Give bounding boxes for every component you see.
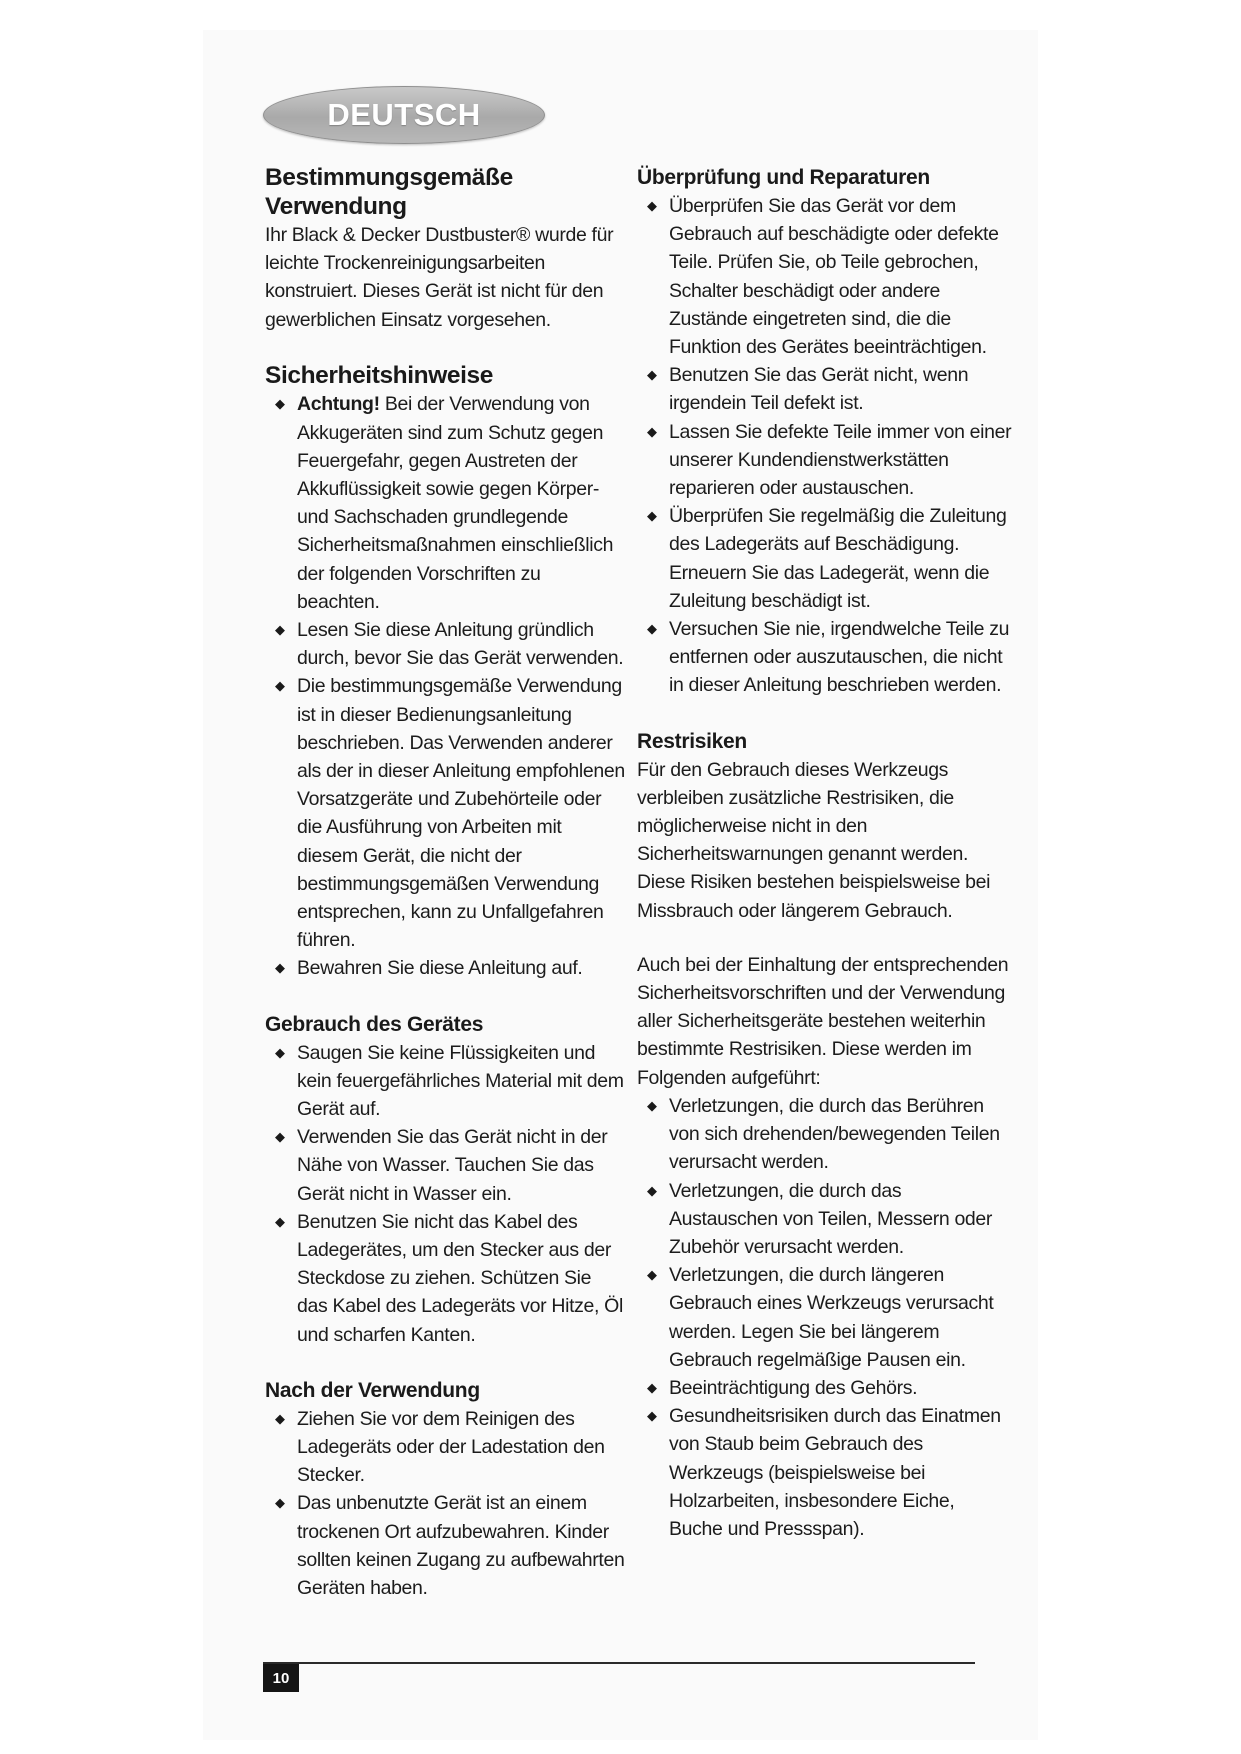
list-item-text: Beeinträchtigung des Gehörs. bbox=[669, 1376, 918, 1399]
list-item-text: Die bestimmungsgemäße Verwendung ist in dieser Bedienungsanleitung beschrieben. Das Verwenden anderer als der in dieser Anleitung empfohlenen Vorsatzgeräte und Zubehörteile oder die Ausführung von Arbeiten mit diesem Gerät, die nicht der bestimmungsgemäßen Verwendung entsprechen, kann zu Unfallgefahren führen. bbox=[297, 675, 625, 952]
list-item-text: Überprüfen Sie das Gerät vor dem Gebrauch auf beschädigte oder defekte Teile. Prüfen Sie, ob Teile gebrochen, Schalter beschädigt oder andere Zustände eingetreten sind, die die Funktion des Gerätes beeinträchtigen. bbox=[669, 195, 999, 359]
diamond-bullet-icon: ◆ bbox=[647, 198, 657, 213]
diamond-bullet-icon: ◆ bbox=[275, 1213, 285, 1229]
intended-use-text: Ihr Black & Decker Dustbuster® wurde für leichte Trockenreinigungsarbeiten konstruiert. Dieses Gerät ist nicht für den gewerblichen Einsatz vorgesehen. bbox=[265, 224, 614, 331]
diamond-bullet-icon: ◆ bbox=[275, 621, 285, 637]
diamond-bullet-icon: ◆ bbox=[275, 1495, 285, 1511]
list-item-text: Saugen Sie keine Flüssigkeiten und kein feuergefährliches Material mit dem Gerät auf. bbox=[297, 1041, 624, 1120]
diamond-bullet-icon: ◆ bbox=[275, 1410, 285, 1426]
list-item-text: Verletzungen, die durch das Berühren von sich drehenden/bewegenden Teilen verursacht werden. bbox=[669, 1094, 1000, 1174]
list-item-text: Gesundheitsrisiken durch das Einatmen von Staub beim Gebrauch des Werkzeugs (beispielsweise bei Holzarbeiten, insbesondere Eiche, Buche und Pressspan). bbox=[669, 1405, 1001, 1540]
list-item bbox=[265, 672, 625, 954]
diamond-bullet-icon: ◆ bbox=[275, 678, 285, 694]
diamond-bullet-icon: ◆ bbox=[647, 1408, 657, 1424]
left-column bbox=[265, 164, 625, 1602]
after-use-section bbox=[265, 1377, 625, 1602]
list-item bbox=[265, 616, 625, 672]
list-item-text: Benutzen Sie das Gerät nicht, wenn irgendein Teil defekt ist. bbox=[669, 364, 969, 415]
diamond-bullet-icon: ◆ bbox=[275, 396, 285, 412]
list-item bbox=[637, 1092, 1012, 1177]
diamond-bullet-icon: ◆ bbox=[647, 621, 657, 637]
intended-use-title-line1: Bestimmungsgemäße bbox=[265, 164, 513, 191]
list-item bbox=[637, 361, 1012, 417]
residual-risks-section bbox=[637, 728, 1012, 1543]
safety-list bbox=[265, 390, 625, 982]
list-item-text: Verletzungen, die durch längeren Gebrauch eines Werkzeugs verursacht werden. Legen Sie bei längerem Gebrauch regelmäßige Pausen ein. bbox=[669, 1264, 994, 1371]
residual-risks-list bbox=[637, 1092, 1012, 1543]
list-item-text: Verletzungen, die durch das Austauschen von Teilen, Messern oder Zubehör verursacht werden. bbox=[669, 1179, 993, 1258]
diamond-bullet-icon: ◆ bbox=[647, 1182, 657, 1198]
list-item bbox=[265, 390, 625, 616]
list-item bbox=[637, 192, 1012, 361]
list-item-text: Bewahren Sie diese Anleitung auf. bbox=[297, 957, 583, 980]
list-item-text: Ziehen Sie vor dem Reinigen des Ladegeräts oder der Ladestation den Stecker. bbox=[297, 1407, 605, 1487]
usage-list bbox=[265, 1039, 625, 1349]
inspection-title: Überprüfung und Reparaturen bbox=[637, 166, 930, 189]
list-item-text: Lassen Sie defekte Teile immer von einer unserer Kundendienstwerkstätten reparieren oder austauschen. bbox=[669, 420, 1012, 500]
list-item bbox=[265, 1123, 625, 1208]
list-item bbox=[265, 1208, 625, 1349]
list-item bbox=[265, 1039, 625, 1124]
list-item-text: Verwenden Sie das Gerät nicht in der Nähe von Wasser. Tauchen Sie das Gerät nicht in Wasser ein. bbox=[297, 1126, 608, 1205]
after-use-list bbox=[265, 1405, 625, 1602]
list-item bbox=[637, 1177, 1012, 1262]
diamond-bullet-icon: ◆ bbox=[275, 1044, 285, 1060]
right-column bbox=[637, 164, 1012, 1543]
list-item-text: Bei der Verwendung von Akkugeräten sind zum Schutz gegen Feuergefahr, gegen Austreten der Akkuflüssigkeit sowie gegen Körper- und Sachschaden grundlegende Sicherheitsmaßnahmen einschließlich der folgenden Vorschriften zu beachten. bbox=[297, 393, 614, 613]
list-item-text: Versuchen Sie nie, irgendwelche Teile zu entfernen oder auszutauschen, die nicht in dieser Anleitung beschrieben werden. bbox=[669, 618, 1010, 697]
warning-label: Achtung! bbox=[297, 393, 380, 416]
list-item-text: Benutzen Sie nicht das Kabel des Ladegerätes, um den Stecker aus der Steckdose zu ziehen. Schützen Sie das Kabel des Ladegeräts vor Hitze, Öl und scharfen Kanten. bbox=[297, 1210, 623, 1346]
intended-use-title-line2: Verwendung bbox=[265, 192, 407, 220]
page-number bbox=[263, 1664, 299, 1692]
list-item bbox=[637, 615, 1012, 700]
language-tab-label: DEUTSCH bbox=[327, 97, 481, 132]
diamond-bullet-icon: ◆ bbox=[647, 1097, 657, 1113]
list-item-text: Lesen Sie diese Anleitung gründlich durch, bevor Sie das Gerät verwenden. bbox=[297, 618, 624, 670]
diamond-bullet-icon: ◆ bbox=[647, 1267, 657, 1283]
residual-risks-intro: Für den Gebrauch dieses Werkzeugs verbleiben zusätzliche Restrisiken, die möglicherweise nicht in den Sicherheitswarnungen genannt werden. Diese Risiken bestehen beispielsweise bei Missbrauch oder längerem Gebrauch. bbox=[637, 758, 991, 922]
list-item bbox=[265, 1489, 625, 1602]
list-item bbox=[637, 502, 1012, 615]
diamond-bullet-icon: ◆ bbox=[647, 367, 657, 383]
diamond-bullet-icon: ◆ bbox=[647, 1379, 657, 1395]
usage-section bbox=[265, 1011, 625, 1349]
diamond-bullet-icon: ◆ bbox=[275, 1129, 285, 1145]
inspection-section bbox=[637, 164, 1012, 700]
list-item bbox=[637, 1261, 1012, 1374]
safety-section bbox=[265, 362, 625, 983]
list-item bbox=[637, 1402, 1012, 1543]
list-item-text: Überprüfen Sie regelmäßig die Zuleitung des Ladegeräts auf Beschädigung. Erneuern Sie das Ladegerät, wenn die Zuleitung beschädigt ist. bbox=[669, 505, 1007, 612]
intended-use-title bbox=[265, 164, 625, 221]
list-item-text: Das unbenutzte Gerät ist an einem trockenen Ort aufzubewahren. Kinder sollten keinen Zugang zu aufbewahrten Geräten haben. bbox=[297, 1492, 625, 1600]
inspection-list bbox=[637, 192, 1012, 700]
intended-use-section bbox=[265, 164, 625, 334]
diamond-bullet-icon: ◆ bbox=[275, 960, 285, 976]
language-tab bbox=[263, 86, 545, 144]
diamond-bullet-icon: ◆ bbox=[647, 508, 657, 524]
residual-risks-text: Auch bei der Einhaltung der entsprechenden Sicherheitsvorschriften und der Verwendung aller Sicherheitsgeräte bestehen weiterhin bestimmte Restrisiken. Diese werden im Folgenden aufgeführt: bbox=[637, 953, 1009, 1089]
list-item bbox=[265, 1405, 625, 1490]
usage-title: Gebrauch des Gerätes bbox=[265, 1012, 484, 1036]
list-item bbox=[637, 418, 1012, 503]
safety-title: Sicherheitshinweise bbox=[265, 361, 493, 389]
after-use-title: Nach der Verwendung bbox=[265, 1378, 480, 1402]
list-item bbox=[265, 954, 625, 982]
list-item bbox=[637, 1374, 1012, 1402]
page-number-label: 10 bbox=[272, 1669, 290, 1687]
residual-risks-title: Restrisiken bbox=[637, 729, 747, 753]
diamond-bullet-icon: ◆ bbox=[647, 423, 657, 439]
footer-divider bbox=[263, 1662, 975, 1664]
